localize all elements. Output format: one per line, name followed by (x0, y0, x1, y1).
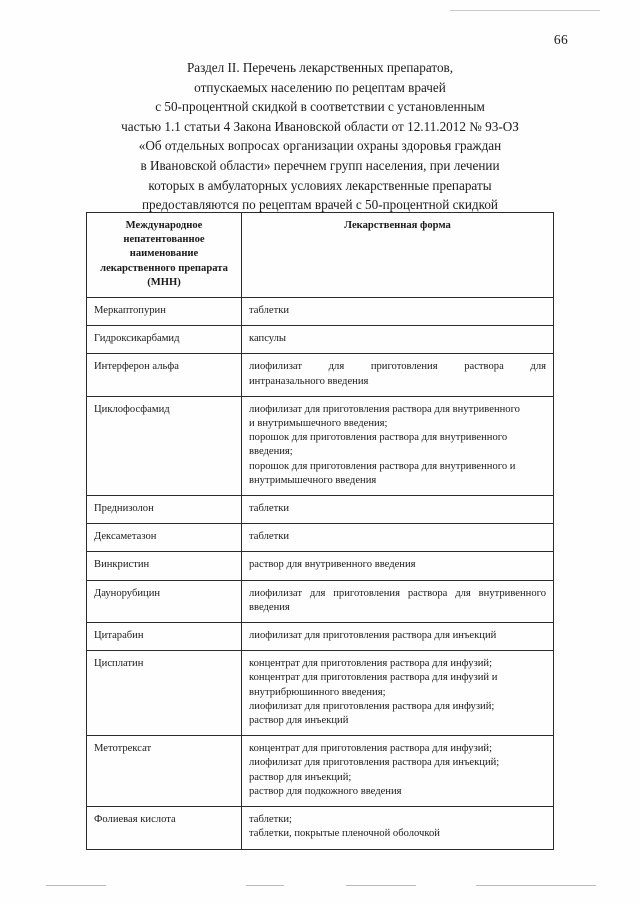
table-row (87, 552, 554, 580)
cell-dosage-form (242, 651, 554, 736)
table-row (87, 396, 554, 495)
dosage-line: внутрибрюшинного введения; (249, 686, 386, 698)
cell-inn: Интерферон альфа (87, 354, 242, 396)
dosage-line: таблетки (249, 305, 290, 317)
heading-line: которых в амбулаторных условиях лекарственные препараты (148, 177, 492, 193)
scan-artifacts-bottom (46, 883, 606, 889)
cell-dosage-form (242, 354, 554, 396)
dosage-line: раствор для инъекций (249, 715, 349, 727)
heading-line: Раздел II. Перечень лекарственных препаратов, (186, 60, 454, 75)
cell-dosage-form (242, 524, 554, 552)
cell-inn: Меркаптопурин (87, 298, 242, 326)
dosage-line: лиофилизат для приготовления раствора для инфузий; (249, 700, 495, 712)
cell-inn: Фолиевая кислота (87, 807, 242, 849)
dosage-line: лиофилизат для приготовления раствора для внутривенного (249, 403, 520, 415)
table-row (87, 580, 554, 622)
cell-dosage-form (242, 326, 554, 354)
document-heading (80, 58, 560, 215)
dosage-line: и внутримышечного введения; (249, 418, 388, 430)
cell-dosage-form (242, 396, 554, 495)
scan-artifact-top (450, 10, 600, 11)
cell-inn: Винкристин (87, 552, 242, 580)
table-row (87, 496, 554, 524)
cell-inn: Цитарабин (87, 623, 242, 651)
table-row (87, 354, 554, 396)
cell-dosage-form (242, 807, 554, 849)
dosage-line: таблетки, покрытые пленочной оболочкой (249, 828, 440, 840)
table-row (87, 623, 554, 651)
cell-dosage-form (242, 298, 554, 326)
dosage-line: порошок для приготовления раствора для внутривенного и (249, 460, 516, 472)
cell-inn: Даунорубицин (87, 580, 242, 622)
scan-artifact (246, 885, 284, 886)
cell-inn: Дексаметазон (87, 524, 242, 552)
dosage-line: раствор для подкожного введения (249, 785, 402, 797)
dosage-line: лиофилизат для приготовления раствора для внутривенного (249, 587, 546, 599)
table-row (87, 298, 554, 326)
cell-inn: Циклофосфамид (87, 396, 242, 495)
cell-inn: Гидроксикарбамид (87, 326, 242, 354)
dosage-line: порошок для приготовления раствора для внутривенного (249, 432, 508, 444)
heading-line: отпускаемых населению по рецептам врачей (194, 79, 446, 95)
cell-dosage-form (242, 496, 554, 524)
scan-artifact (476, 885, 596, 886)
cell-inn: Цисплатин (87, 651, 242, 736)
cell-dosage-form (242, 736, 554, 807)
dosage-line: таблетки (249, 531, 290, 543)
column-header-inn: Международное непатентованное наименование лекарственного препарата (МНН) (87, 213, 242, 298)
dosage-line: лиофилизат для приготовления раствора для инъекций (249, 630, 497, 642)
dosage-line: капсулы (249, 333, 287, 345)
dosage-line: интраназального введения (249, 375, 369, 387)
table-body (87, 298, 554, 849)
heading-line: предоставляются по рецептам врачей с 50-процентной скидкой (141, 197, 498, 213)
scan-artifact (346, 885, 416, 886)
dosage-line: концентрат для приготовления раствора для инфузий и (249, 672, 498, 684)
table-row (87, 524, 554, 552)
table-header-row (87, 213, 554, 298)
table-row (87, 736, 554, 807)
dosage-line: лиофилизат для приготовления раствора для инъекций; (249, 757, 500, 769)
medicines-table (86, 212, 554, 850)
cell-dosage-form (242, 580, 554, 622)
column-header-dosage-form: Лекарственная форма (242, 213, 554, 298)
page-number: 66 (553, 32, 568, 47)
dosage-line: таблетки (249, 503, 290, 515)
heading-line: с 50-процентной скидкой в соответствии с установленным (155, 99, 485, 115)
dosage-line: введения; (249, 446, 293, 458)
dosage-line: введения (249, 601, 290, 613)
cell-inn: Метотрексат (87, 736, 242, 807)
scan-artifact (46, 885, 106, 886)
cell-dosage-form (242, 623, 554, 651)
heading-line: «Об отдельных вопросах организации охраны здоровья граждан (138, 138, 502, 154)
dosage-line: раствор для внутривенного введения (249, 559, 416, 571)
heading-line: частью 1.1 статьи 4 Закона Ивановской области от 12.11.2012 № 93-ОЗ (121, 118, 519, 134)
dosage-line: внутримышечного введения (249, 474, 377, 486)
cell-dosage-form (242, 552, 554, 580)
dosage-line: концентрат для приготовления раствора для инфузий; (249, 658, 493, 670)
dosage-line: лиофилизат для приготовления раствора для (249, 361, 546, 373)
dosage-line: концентрат для приготовления раствора для инфузий; (249, 743, 493, 755)
heading-line: в Ивановской области» перечнем групп населения, при лечении (140, 157, 500, 173)
table-row (87, 651, 554, 736)
table-row (87, 807, 554, 849)
table-row (87, 326, 554, 354)
cell-inn: Преднизолон (87, 496, 242, 524)
dosage-line: таблетки; (249, 814, 292, 826)
dosage-line: раствор для инъекций; (249, 771, 352, 783)
